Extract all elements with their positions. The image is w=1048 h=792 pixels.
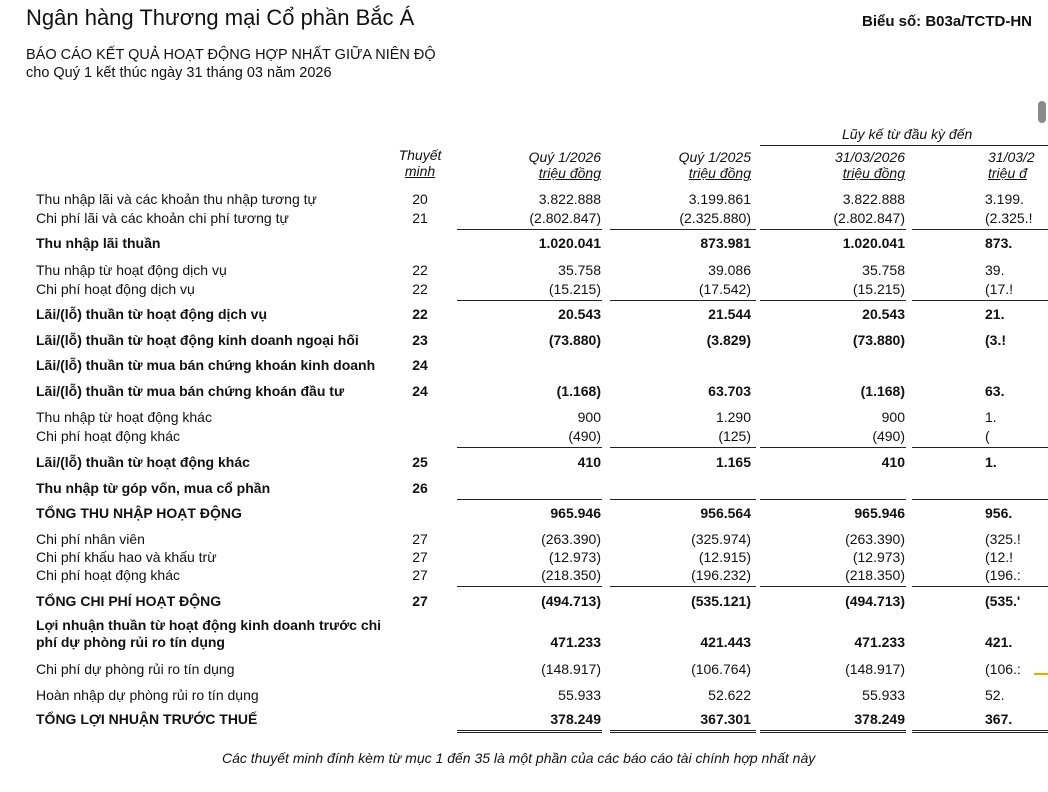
row-value: (2.802.847)	[529, 210, 601, 226]
row-value: 1.165	[715, 454, 751, 470]
report-period: cho Quý 1 kết thúc ngày 31 tháng 03 năm 2026	[26, 65, 332, 81]
column-rule	[457, 499, 602, 500]
column-header-ytd-2026	[835, 149, 905, 181]
row-value: (17.542)	[698, 281, 751, 297]
column-header-q1-2025	[679, 149, 751, 181]
column-rule	[760, 300, 906, 301]
row-value: 471.233	[854, 634, 905, 650]
row-value: (1.168)	[556, 383, 601, 399]
row-label: Chi phí hoạt động khác	[36, 567, 180, 583]
row-label: Chi phí nhân viên	[36, 531, 145, 547]
row-value: (2.325.880)	[679, 210, 751, 226]
row-note: 21	[412, 210, 428, 226]
row-label: Hoàn nhập dự phòng rủi ro tín dụng	[36, 687, 259, 703]
column-rule	[912, 730, 1048, 733]
report-title: BÁO CÁO KẾT QUẢ HOẠT ĐỘNG HỢP NHẤT GIỮA NIÊN ĐỘ	[26, 47, 436, 63]
column-header-line1: Quý 1/2026	[528, 149, 601, 165]
column-rule	[912, 300, 1048, 301]
row-value: (3.!	[985, 332, 1006, 348]
column-rule	[912, 499, 1048, 500]
row-value: (218.350)	[845, 567, 905, 583]
row-value: 63.703	[708, 383, 751, 399]
row-note: 27	[412, 567, 428, 583]
row-note: 26	[412, 480, 428, 496]
row-value: 39.	[985, 262, 1005, 278]
row-value: 21.544	[708, 306, 751, 322]
column-rule	[760, 730, 906, 733]
column-header-line1: 31/03/2026	[834, 149, 905, 165]
column-rule	[457, 586, 602, 587]
row-label: Thu nhập từ hoạt động dịch vụ	[36, 262, 227, 278]
row-value: (12.915)	[698, 549, 751, 565]
row-value: (3.829)	[706, 332, 751, 348]
row-value: (148.917)	[541, 661, 601, 677]
row-value: 1.020.041	[538, 235, 601, 251]
row-value: (12.!	[985, 549, 1014, 565]
row-value: (106.764)	[691, 661, 751, 677]
row-note: 23	[412, 332, 428, 348]
row-value: (494.713)	[845, 593, 905, 609]
row-value: 35.758	[558, 262, 601, 278]
row-value: (263.390)	[541, 531, 601, 547]
row-value: (196.232)	[691, 567, 751, 583]
row-value: (12.973)	[548, 549, 601, 565]
row-value: (148.917)	[845, 661, 905, 677]
row-value: 3.199.	[985, 191, 1024, 207]
row-label: Lãi/(lỗ) thuần từ mua bán chứng khoán đầu tư	[36, 383, 345, 399]
column-header-unit: triệu đồng	[842, 165, 905, 181]
note-header-line2: minh	[404, 163, 436, 179]
column-rule	[457, 229, 602, 230]
row-value: 421.443	[700, 634, 751, 650]
row-value: (535.121)	[691, 593, 751, 609]
row-label: Chi phí dự phòng rủi ro tín dụng	[36, 661, 235, 677]
row-value: 378.249	[550, 711, 601, 727]
column-header-unit: triệu đồng	[538, 165, 601, 181]
row-value: 3.199.861	[688, 191, 751, 207]
row-value: (12.973)	[852, 549, 905, 565]
row-value: (73.880)	[852, 332, 905, 348]
row-note: 22	[412, 306, 428, 322]
row-value: 39.086	[708, 262, 751, 278]
column-header-ytd-2025	[988, 149, 1035, 181]
row-note: 27	[412, 549, 428, 565]
row-label: Lợi nhuận thuần từ hoạt động kinh doanh trước chi	[36, 617, 382, 633]
row-value: (494.713)	[541, 593, 601, 609]
row-label: Lãi/(lỗ) thuần từ hoạt động kinh doanh ngoại hối	[36, 332, 359, 348]
row-value: 873.981	[700, 235, 751, 251]
row-label: Chi phí hoạt động khác	[36, 428, 180, 444]
row-value: (73.880)	[548, 332, 601, 348]
row-label: Chi phí hoạt động dịch vụ	[36, 281, 195, 297]
row-value: 421.	[985, 634, 1013, 650]
row-label: Thu nhập lãi và các khoản thu nhập tương tự	[36, 191, 317, 207]
column-header-q1-2026	[529, 149, 601, 181]
form-code: Biểu số: B03a/TCTD-HN	[862, 13, 1033, 30]
row-value: (2.325.!	[985, 210, 1033, 226]
column-rule	[457, 730, 602, 733]
row-value: 965.946	[854, 505, 905, 521]
row-value: (196.:	[985, 567, 1021, 583]
row-value: 367.	[985, 711, 1013, 727]
row-value: 35.758	[862, 262, 905, 278]
column-rule	[912, 447, 1048, 448]
column-rule	[610, 499, 756, 500]
row-label: Thu nhập từ hoạt động khác	[36, 409, 212, 425]
row-label-line2: phí dự phòng rủi ro tín dụng	[36, 634, 225, 650]
row-value: (490)	[568, 428, 601, 444]
row-label: Lãi/(lỗ) thuần từ hoạt động dịch vụ	[36, 306, 267, 322]
row-value: (15.215)	[548, 281, 601, 297]
row-label: TỔNG THU NHẬP HOẠT ĐỘNG	[36, 505, 242, 521]
row-value: 956.	[985, 505, 1013, 521]
row-value: 21.	[985, 306, 1005, 322]
footer-note: Các thuyết minh đính kèm từ mục 1 đến 35 là một phần của các báo cáo tài chính hợp nhất này	[222, 750, 816, 766]
row-value: (490)	[872, 428, 905, 444]
row-note: 24	[412, 383, 428, 399]
column-rule	[912, 229, 1048, 230]
ytd-header: Lũy kế từ đầu kỳ đến	[842, 126, 973, 142]
row-value: 1.020.041	[842, 235, 905, 251]
row-value: (125)	[718, 428, 751, 444]
row-label: Thu nhập lãi thuần	[36, 235, 161, 251]
row-label: TỔNG LỢI NHUẬN TRƯỚC THUẾ	[36, 711, 258, 727]
row-value: 1.290	[715, 409, 751, 425]
row-value: (	[985, 428, 990, 444]
row-value: 956.564	[700, 505, 751, 521]
row-note: 22	[412, 262, 428, 278]
row-value: (535.'	[985, 593, 1021, 609]
ytd-header-rule	[760, 145, 1048, 146]
row-value: 1.	[985, 454, 997, 470]
bank-name: Ngân hàng Thương mại Cổ phần Bắc Á	[26, 5, 415, 30]
column-rule	[457, 447, 602, 448]
row-value: 55.933	[862, 687, 905, 703]
row-value: 3.822.888	[538, 191, 601, 207]
column-rule	[610, 730, 756, 733]
column-rule	[457, 300, 602, 301]
row-label: Thu nhập từ góp vốn, mua cổ phần	[36, 480, 271, 496]
row-value: (2.802.847)	[833, 210, 905, 226]
row-value: 367.301	[700, 711, 751, 727]
row-value: 471.233	[550, 634, 601, 650]
column-header-line1: 31/03/2	[988, 149, 1035, 165]
row-value: 965.946	[550, 505, 601, 521]
row-value: 410	[577, 454, 601, 470]
row-label: Chi phí khấu hao và khấu trừ	[36, 549, 217, 565]
note-header-line1: Thuyết	[398, 147, 442, 163]
row-value: 1.	[985, 409, 997, 425]
row-value: (218.350)	[541, 567, 601, 583]
column-header-unit: triệu đ	[988, 165, 1027, 181]
row-value: (15.215)	[852, 281, 905, 297]
row-note: 22	[412, 281, 428, 297]
row-value: 52.	[985, 687, 1005, 703]
row-label: TỔNG CHI PHÍ HOẠT ĐỘNG	[36, 593, 222, 609]
column-rule	[610, 229, 756, 230]
scrollbar-thumb[interactable]	[1038, 101, 1046, 123]
column-rule	[912, 586, 1048, 587]
row-value: 900	[881, 409, 905, 425]
row-note: 27	[412, 593, 428, 609]
column-rule	[610, 447, 756, 448]
row-note: 25	[412, 454, 428, 470]
column-rule	[760, 447, 906, 448]
row-value: 20.543	[862, 306, 905, 322]
row-value: (325.!	[985, 531, 1021, 547]
row-value: (17.!	[985, 281, 1014, 297]
row-value: (263.390)	[845, 531, 905, 547]
row-value: 378.249	[854, 711, 905, 727]
row-note: 27	[412, 531, 428, 547]
highlight-mark	[1034, 673, 1048, 675]
row-label: Lãi/(lỗ) thuần từ hoạt động khác	[36, 454, 250, 470]
column-header-line1: Quý 1/2025	[678, 149, 751, 165]
column-header-unit: triệu đồng	[688, 165, 751, 181]
row-label: Chi phí lãi và các khoản chi phí tương tự	[36, 210, 289, 226]
column-rule	[760, 499, 906, 500]
note-column-header	[390, 147, 450, 179]
row-value: 55.933	[558, 687, 601, 703]
row-note: 20	[412, 191, 428, 207]
row-value: (325.974)	[691, 531, 751, 547]
column-rule	[760, 586, 906, 587]
row-value: 410	[881, 454, 905, 470]
row-value: 3.822.888	[842, 191, 905, 207]
row-value: 900	[577, 409, 601, 425]
row-value: (1.168)	[860, 383, 905, 399]
column-rule	[610, 586, 756, 587]
column-rule	[760, 229, 906, 230]
row-value: 52.622	[708, 687, 751, 703]
row-value: 873.	[985, 235, 1013, 251]
row-value: 20.543	[558, 306, 601, 322]
row-value: (106.:	[985, 661, 1021, 677]
row-label: Lãi/(lỗ) thuần từ mua bán chứng khoán kinh doanh	[36, 357, 376, 373]
column-rule	[610, 300, 756, 301]
row-value: 63.	[985, 383, 1005, 399]
row-note: 24	[412, 357, 428, 373]
